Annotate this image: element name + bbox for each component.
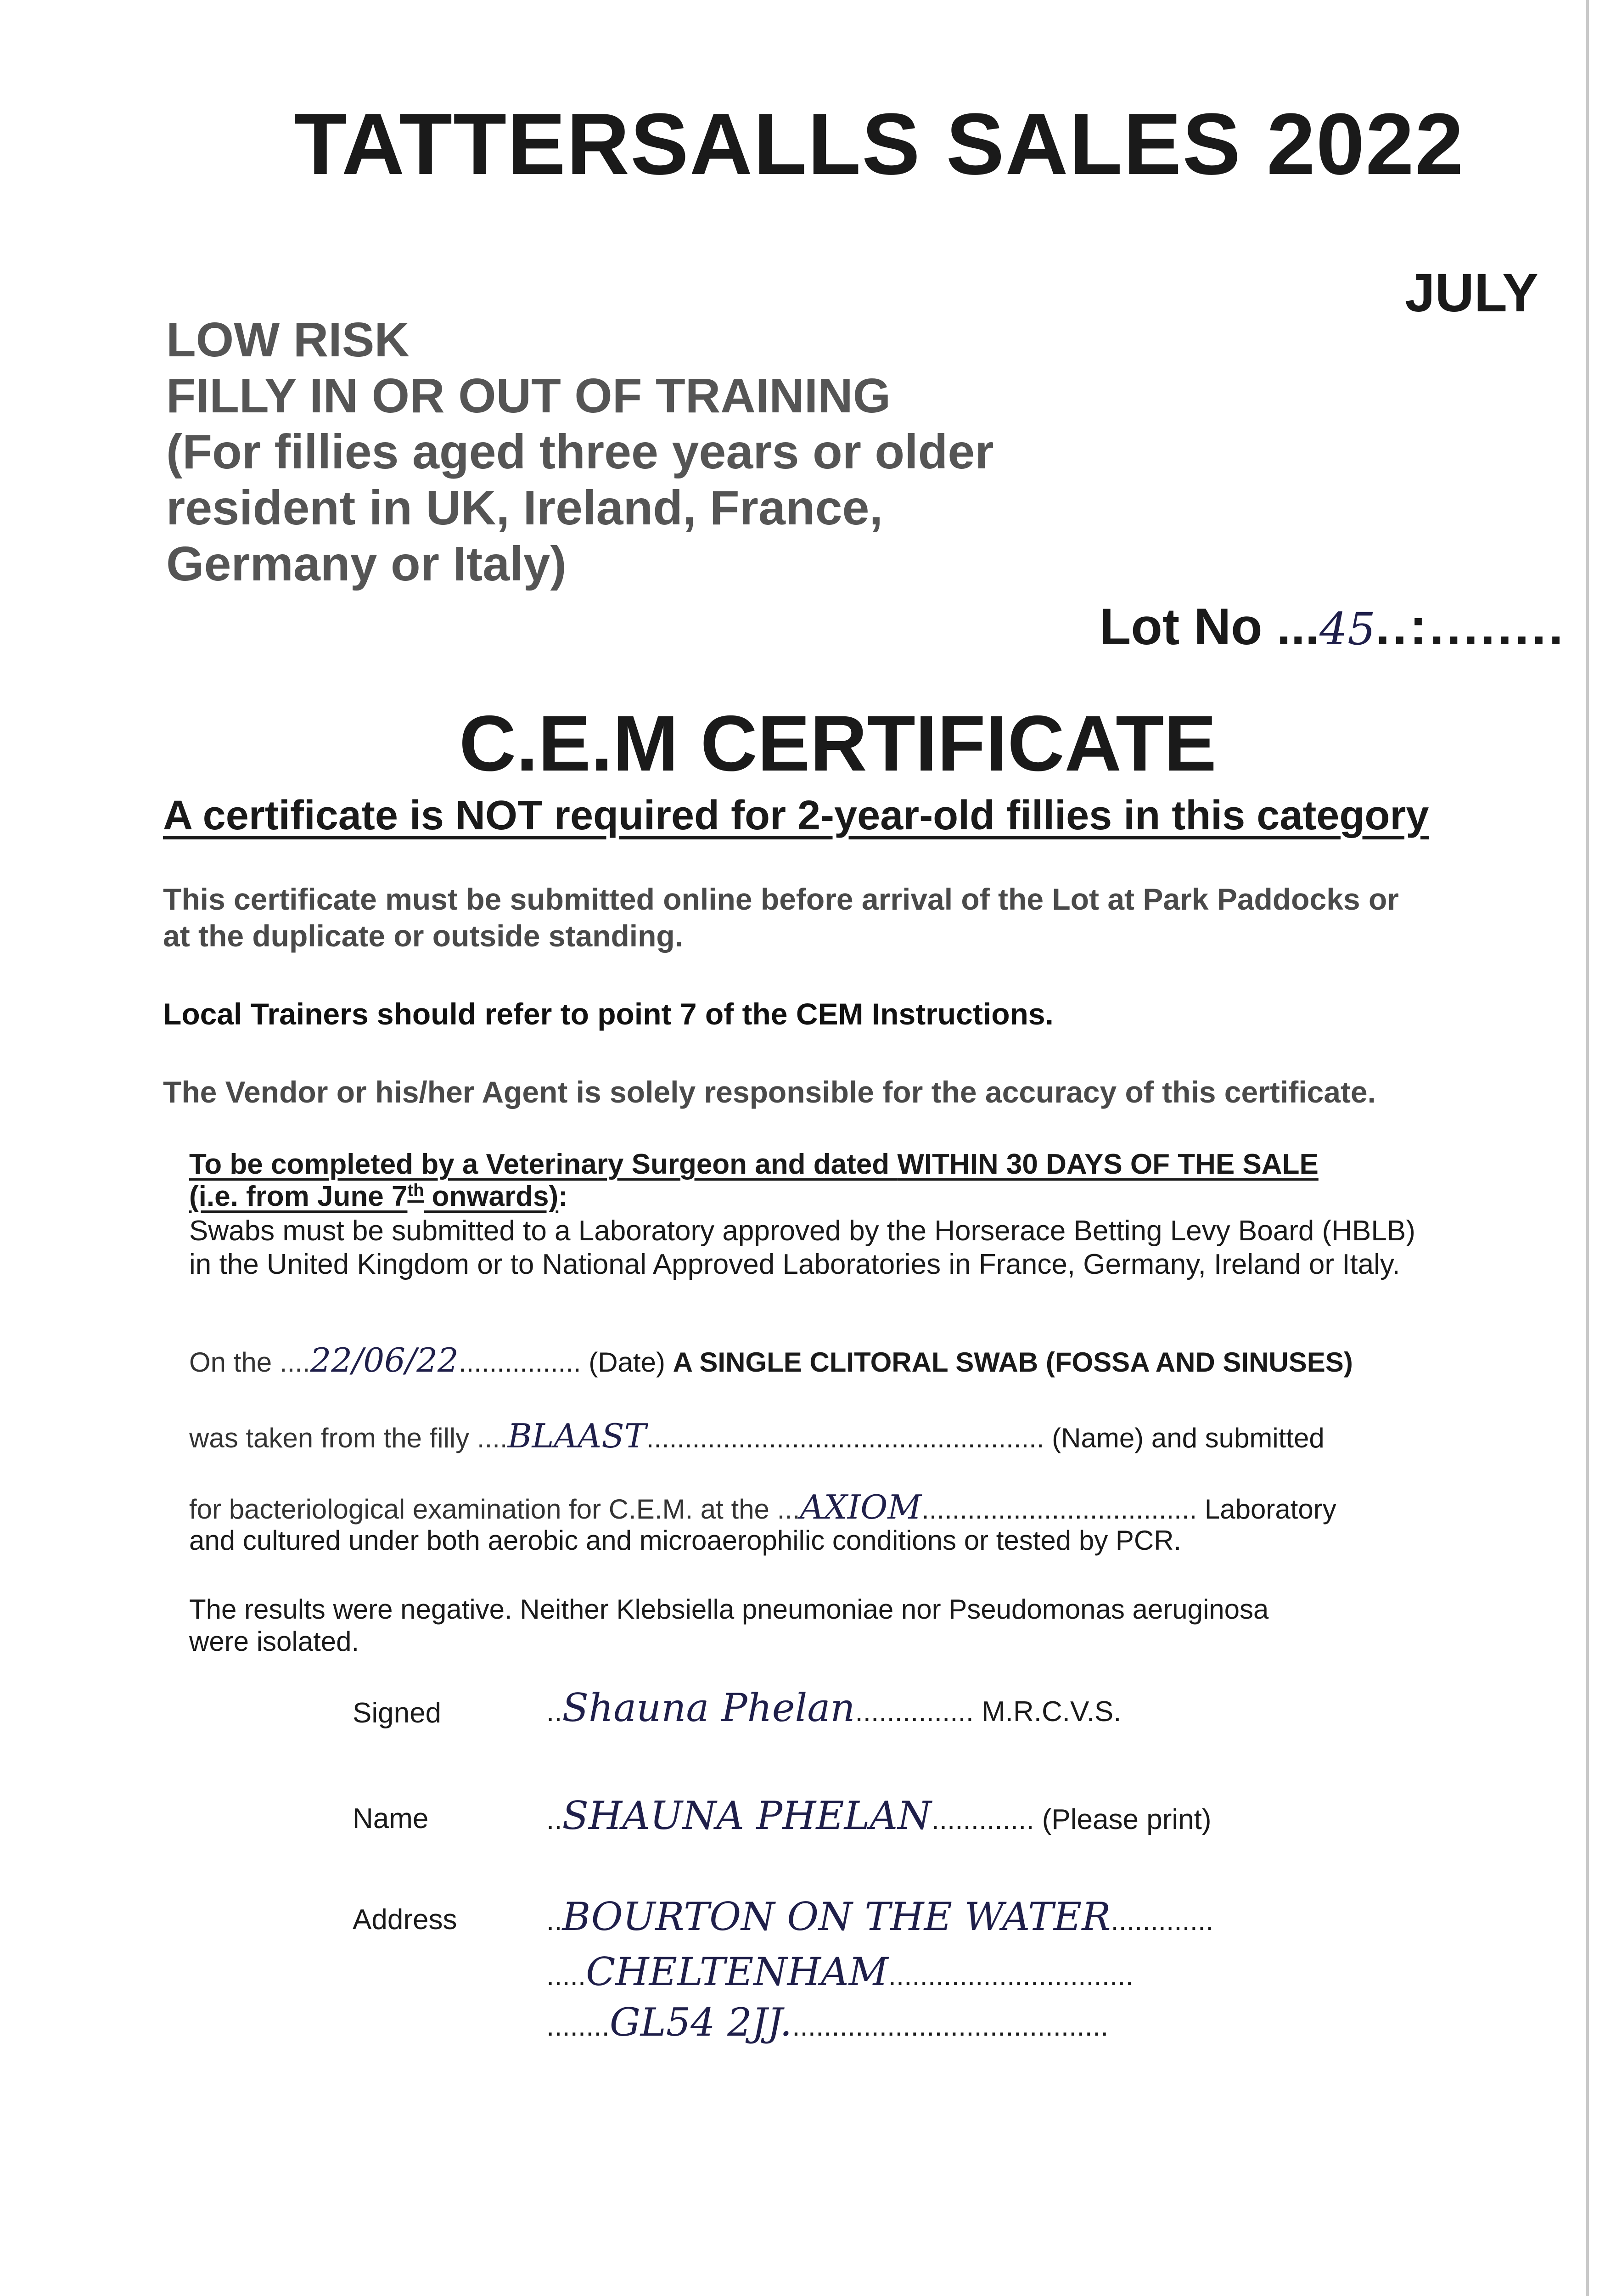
submit-instruction-line-2: at the duplicate or outside standing. [163, 919, 684, 953]
category-line-1: LOW RISK [166, 313, 410, 367]
signed-row: ..Shauna Phelan............... M.R.C.V.S. [546, 1685, 1122, 1730]
filly-name-value: BLAAST [507, 1417, 646, 1455]
laboratory-value: AXIOM [800, 1488, 922, 1526]
certificate-title: C.E.M CERTIFICATE [459, 699, 1217, 788]
printed-name-value: SHAUNA PHELAN [562, 1793, 932, 1838]
address-line-3: ........GL54 2JJ......................................... [546, 2000, 1109, 2045]
address-line-2-value: CHELTENHAM [586, 1949, 888, 1994]
address-line-1-dots: ............. [1111, 1905, 1214, 1936]
date-value: 22/06/22 [310, 1341, 459, 1379]
vet-heading-text: To be completed by a Veterinary Surgeon and dated [189, 1148, 898, 1180]
scan-edge-line [1586, 0, 1589, 2296]
lot-label: Lot No ... [1100, 598, 1320, 655]
address-line-3-value: GL54 2JJ. [609, 2000, 792, 2045]
category-line-3: (For fillies aged three years or older [166, 425, 994, 479]
filly-name-label: (Name) and submitted [1044, 1423, 1325, 1453]
filly-name-row [189, 1417, 1325, 1455]
date-lead: On the .... [189, 1347, 310, 1378]
lot-value: 45 [1319, 603, 1376, 655]
laboratory-row [189, 1488, 1336, 1526]
category-line-2: FILLY IN OR OUT OF TRAINING [166, 369, 891, 423]
address-line-1: ..BOURTON ON THE WATER............. [546, 1894, 1214, 1939]
vet-heading-date-range: (i.e. from June 7 [189, 1181, 408, 1212]
vendor-responsibility-note: The Vendor or his/her Agent is solely responsible for the accuracy of this certificate. [163, 1075, 1376, 1109]
address-line-2-dots: ............................... [888, 1960, 1134, 1992]
signed-suffix: M.R.C.V.S. [973, 1696, 1122, 1728]
lot-number [1100, 597, 1566, 656]
address-line-1-value: BOURTON ON THE WATER [562, 1894, 1111, 1939]
printed-name-row: ..SHAUNA PHELAN............. (Please print) [546, 1793, 1212, 1838]
results-line-2: were isolated. [189, 1626, 359, 1657]
local-trainers-note: Local Trainers should refer to point 7 of the CEM Instructions. [163, 997, 1054, 1031]
swab-approval-line-2: in the United Kingdom or to National Approved Laboratories in France, Germany, Ireland or Italy. [189, 1249, 1400, 1280]
signed-label: Signed [353, 1697, 442, 1729]
category-line-4: resident in UK, Ireland, France, [166, 481, 883, 535]
vet-heading-line-2 [189, 1180, 568, 1213]
lot-dots: ..:........ [1375, 598, 1566, 655]
date-label: (Date) [581, 1347, 673, 1378]
signature-value: Shauna Phelan [562, 1685, 855, 1730]
swab-approval-line-1: Swabs must be submitted to a Laboratory approved by the Horserace Betting Levy Board (HBLB) [189, 1215, 1415, 1247]
printed-name-suffix: (Please print) [1034, 1804, 1212, 1835]
signed-dots: ............... [855, 1696, 974, 1728]
filly-name-lead: was taken from the filly .... [189, 1423, 508, 1453]
printed-name-dots: ............. [931, 1804, 1034, 1835]
vet-heading-colon: : [558, 1181, 568, 1212]
vet-heading-line-1 [189, 1148, 1319, 1181]
results-line-1: The results were negative. Neither Klebsiella pneumoniae nor Pseudomonas aeruginosa [189, 1594, 1269, 1625]
sale-month: JULY [1405, 263, 1538, 323]
swab-type: A SINGLE CLITORAL SWAB (FOSSA AND SINUSES) [673, 1347, 1353, 1378]
name-label: Name [353, 1803, 429, 1835]
address-label: Address [353, 1904, 457, 1936]
culture-conditions-line: and cultured under both aerobic and microaerophilic conditions or tested by PCR. [189, 1525, 1182, 1556]
laboratory-lead: for bacteriological examination for C.E.M. at the ... [189, 1494, 800, 1525]
vet-heading-date-range-end: onwards) [424, 1181, 559, 1212]
vet-heading-sup: th [407, 1181, 424, 1200]
laboratory-dots: .................................... [921, 1494, 1197, 1525]
filly-name-dots: .................................................... [646, 1423, 1044, 1453]
not-required-notice: A certificate is NOT required for 2-year-old fillies in this category [163, 793, 1429, 838]
submit-instruction-line-1: This certificate must be submitted online before arrival of the Lot at Park Paddocks or [163, 882, 1399, 916]
vet-heading-deadline: WITHIN 30 DAYS OF THE SALE [897, 1148, 1319, 1180]
category-line-5: Germany or Italy) [166, 537, 567, 591]
address-line-2: .....CHELTENHAM............................... [546, 1949, 1134, 1994]
date-dots: ................ [458, 1347, 581, 1378]
date-field-row [189, 1341, 1353, 1379]
document-title: TATTERSALLS SALES 2022 [294, 96, 1465, 193]
address-line-3-dots: ........................................ [792, 2010, 1109, 2042]
laboratory-label: Laboratory [1197, 1494, 1336, 1525]
